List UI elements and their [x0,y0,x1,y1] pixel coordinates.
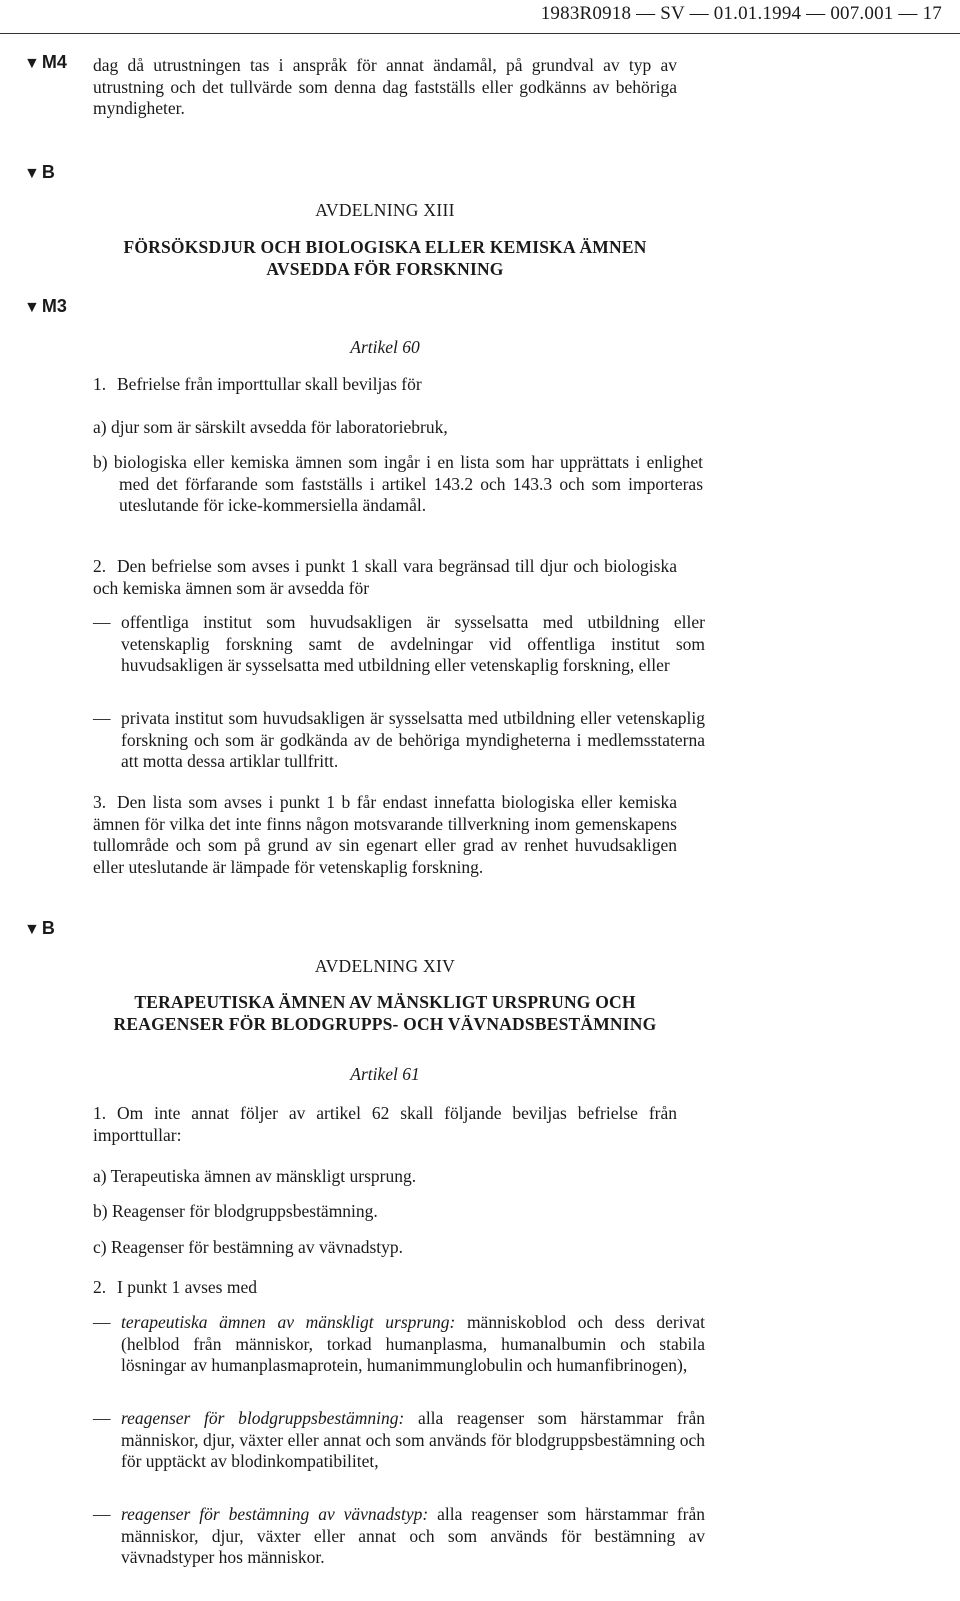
page-header [0,0,960,34]
triangle-down-icon: ▼ [24,921,40,938]
list-item-a: a) Terapeutiska ämnen av mänskligt ursprung. [93,1166,417,1186]
definition-text: alla reagenser som härstammar från människor, djur, växter eller annat och som används för bestämning av vävnadstyper hos människor. [121,1504,706,1567]
definition-term: terapeutiska ämnen av mänskligt ursprung: [121,1312,456,1332]
paragraph-1: 1. Befrielse från importtullar skall beviljas för [93,374,422,394]
definition-text: människoblod och dess derivat (helblod från människor, torkad humanplasma, humanalbumin och stabila lösningar av humanplasmaprotein, humanimmunglobulin och humanfibrinogen), [121,1312,706,1375]
definition-item: — reagenser för blodgruppsbestämning: alla reagenser som härstammar från människor, djur, växter eller annat och som används för blodgruppsbestämning och för upptäckt av blodinkompatibilitet, [93,1408,705,1471]
intro-paragraph: dag då utrustningen tas i anspråk för annat ändamål, på grundval av typ av utrustning och det tullvärde som denna dag fastställs eller godkänns av behöriga myndigheter. [93,55,677,118]
list-item-a: a) djur som är särskilt avsedda för laboratoriebruk, [93,417,448,437]
definition-item: — reagenser för bestämning av vävnadstyp: alla reagenser som härstammar från människor, djur, växter eller annat och som används för bestämning av vävnadstyper hos människor. [93,1504,706,1567]
amendment-marker-m4: ▼ M4 [24,52,67,72]
amendment-marker-b: ▼ B [24,918,55,938]
triangle-down-icon: ▼ [24,55,40,72]
triangle-down-icon: ▼ [24,299,40,316]
section-title: TERAPEUTISKA ÄMNEN AV MÄNSKLIGT URSPRUNG OCH REAGENSER FÖR BLODGRUPPS- OCH VÄVNADSBESTÄMNING [113,992,657,1034]
paragraph-2: 2. I punkt 1 avses med [93,1277,257,1297]
definition-text: alla reagenser som härstammar från människor, djur, växter eller annat och som används för blodgruppsbestämning och för upptäckt av blodinkompatibilitet, [121,1408,705,1471]
dash-item: — privata institut som huvudsakligen är sysselsatta med utbildning eller vetenskaplig forskning och som är godkända av de behöriga myndigheterna i medlemsstaterna att motta dessa artiklar tullfritt. [93,708,705,771]
paragraph-3: 3. Den lista som avses i punkt 1 b får endast innefatta biologiska eller kemiska ämnen för vilka det inte finns någon motsvarande tillverkning inom gemenskapens tullområde och som på grund av sin egenart eller grad av renhet huvudsakligen eller uteslutande är lämpade för vetenskaplig forskning. [93,792,677,877]
section-heading: AVDELNING XIII [315,200,455,220]
dash-item: — offentliga institut som huvudsakligen är sysselsatta med utbildning eller vetenskaplig forskning samt de avdelningar vid offentliga institut som huvudsakligen är sysselsatta med utbildning eller vetenskaplig forskning, eller [93,612,705,675]
document-reference: 1983R0918 — SV — 01.01.1994 — 007.001 — 17 [540,3,942,24]
list-item-b: b) biologiska eller kemiska ämnen som ingår i en lista som har upprättats i enlighet med det förfarande som fastställs i artikel 143.2 och 143.3 och som importeras uteslutande för icke-kommersiella ändamål. [93,452,703,515]
section-heading: AVDELNING XIV [314,956,456,976]
paragraph-2: 2. Den befrielse som avses i punkt 1 skall vara begränsad till djur och biologiska och kemiska ämnen som är avsedda för [93,556,677,598]
amendment-marker-m3: ▼ M3 [24,296,67,316]
amendment-marker-b: ▼ B [24,162,55,182]
article-heading: Artikel 60 [350,337,420,357]
paragraph-1: 1. Om inte annat följer av artikel 62 skall följande beviljas befrielse från importtullar: [93,1103,677,1145]
list-item-c: c) Reagenser för bestämning av vävnadstyp. [93,1237,404,1257]
section-title: FÖRSÖKSDJUR OCH BIOLOGISKA ELLER KEMISKA ÄMNEN AVSEDDA FÖR FORSKNING [123,237,647,279]
article-heading: Artikel 61 [350,1064,420,1084]
definition-term: reagenser för blodgruppsbestämning: [121,1408,405,1428]
definition-item: — terapeutiska ämnen av mänskligt ursprung: människoblod och dess derivat (helblod från människor, torkad humanplasma, humanalbumin och stabila lösningar av humanplasmaprotein, humanimmunglobulin och humanfibrinogen), [93,1312,706,1375]
list-item-b: b) Reagenser för blodgruppsbestämning. [93,1201,378,1221]
triangle-down-icon: ▼ [24,165,40,182]
definition-term: reagenser för bestämning av vävnadstyp: [121,1504,429,1524]
